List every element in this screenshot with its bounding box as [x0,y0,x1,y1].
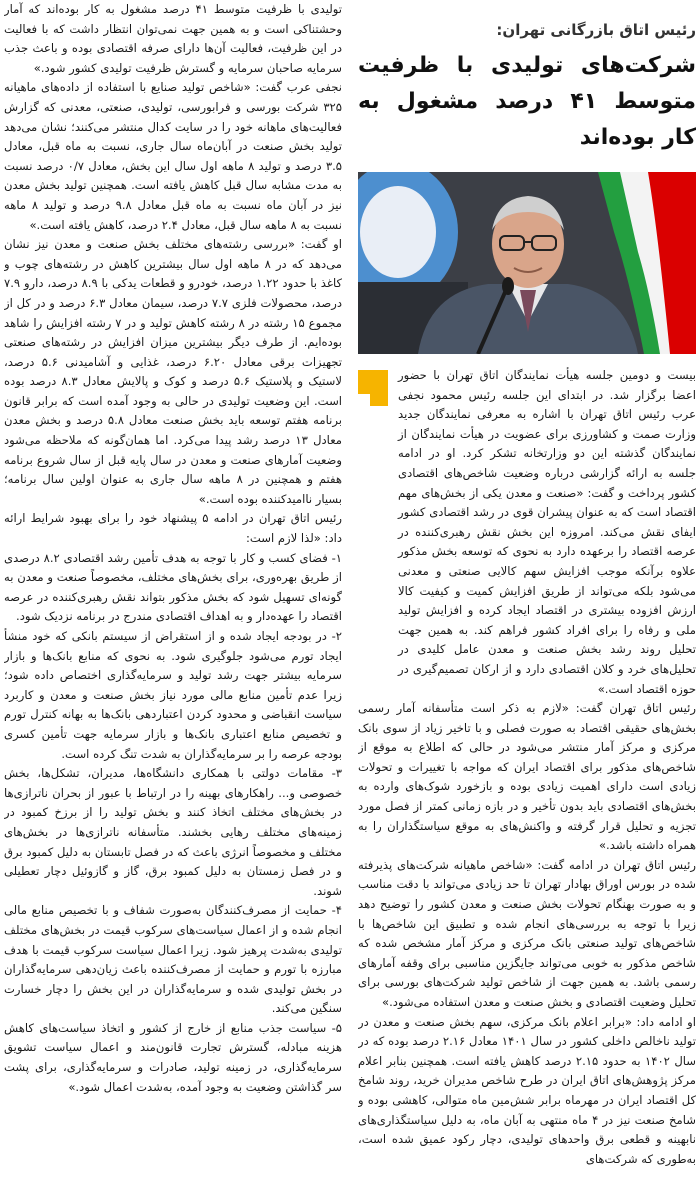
paragraph: ۳- مقامات دولتی با همکاری دانشگاه‌ها، مدیران، تشکل‌ها، بخش خصوصی و... راهکارهای بهینه را در ارتباط با عبور از بحران ناترازی‌ها در بخش‌های مختلف اتخاذ کنند و بخش تولید را از برزخ کمبود در زمینه‌های مختلف رهایی بخشند. متأسفانه ناترازی‌ها در بخش‌های مختلف و مخصوصاً انرژی باعث که در فصل تابستان به دلیل کمبود برق و در فصل زمستان به دلیل کمبود برق، گاز و گازوئیل دچار تعطیلی شوند. [4,766,342,898]
paragraph: بیست و دومین جلسه هیأت نمایندگان اتاق تهران با حضور اعضا برگزار شد. در ابتدای این جلسه رئیس محمود نجفی عرب رئیس اتاق تهران با اشاره به معرفی نمایندگان جدید وزارت صمت و کشاورزی برای عضویت در هیأت نمایندگان از نمایندگان گذشته این دو وزارتخانه تشکر کرد. او در ادامه جلسه به ارائه گزارشی درباره وضعیت شاخص‌های اقتصادی کشور پرداخت و گفت: «صنعت و معدن یکی از بخش‌های مهم اقتصاد است که به عنوان پیشران قوی در رشد اقتصادی کشور ایفای نقش می‌کند. امروزه این بخش نقش رهبری‌کننده در عرصه اقتصاد را برعهده دارد به نحوی که توسعه بخش مذکور علاوه برآنکه موجب افزایش سهم کالایی صنعتی و معدنی می‌شود بلکه می‌تواند از طریق افزایش کمیت و کیفیت کالا ارزش افزوده بیشتری در اقتصاد ایجاد کرده و افزایش تولید ملی و رفاه را برای افراد کشور فراهم کند. به همین جهت تحلیل روند رشد بخش صنعت و معدن عامل کلیدی در تحلیل‌های خرد و کلان اقتصادی دارد و از ارکان تصمیم‌گیری در حوزه اقتصاد است.» [398,368,696,696]
paragraph: رئیس اتاق تهران در ادامه گفت: «شاخص ماهیانه شرکت‌های پذیرفته شده در بورس اوراق بهادار تهران تا حد زیادی می‌تواند با دقت مناسب و به صورت بهنگام تحولات بخش صنعت و معدن کشور را توضیح دهد زیرا با توجه به بررسی‌های انجام شده و تطبیق این شاخص‌ها با شاخص‌های تولید صنعتی بانک مرکزی و مرکز آمار مشخص شده که شاخص مذکور به خوبی می‌تواند جایگزین مناسبی برای وقفه آمارهای رسمی باشد. به همین جهت از شاخص تولید شرکت‌های بورسی برای تحلیل وضعیت اقتصادی و بخش صنعت و معدن استفاده می‌شود.» [358,857,696,1009]
speaker-portrait-image [358,172,696,354]
article-lead [358,366,696,699]
article-photo [358,172,696,354]
left-column [4,0,342,1200]
paragraph: او ادامه داد: «برابر اعلام بانک مرکزی، سهم بخش صنعت و معدن در تولید ناخالص داخلی کشور در سال ۱۴۰۱ معادل ۲.۱۶ درصد بوده که در سال ۱۴۰۲ به حدود ۲.۱۵ درصد کاهش یافته است. همچنین بنابر اعلام مرکز پژوهش‌های اتاق ایران در طرح شاخص مدیران خرید، روند شامخ کل اقتصاد ایران در مهرماه برابر شش‌مین ماه متوالی، کاهشی بوده و شامخ صنعت نیز در ۴ ماه منتهی به آبان ماه، به دلیل سیاستگذاری‌های نابهینه و قطعی برق واحدهای تولیدی، دچار رکود عمیق شده است، به‌طوری که شرکت‌های [358,1014,696,1166]
paragraph: رئیس اتاق تهران در ادامه ۵ پیشنهاد خود را برای بهبود شرایط ارائه داد: «لذا لازم است: [4,511,342,546]
paragraph: ۴- حمایت از مصرف‌کنندگان به‌صورت شفاف و با تخصیص منابع مالی انجام شده و از اعمال سیاست‌های سرکوب قیمت در بخش‌های مختلف تولیدی به‌شدت پرهیز شود. زیرا اعمال سیاست سرکوب قیمت با هدف مبارزه با تورم و حمایت از مصرف‌کننده باعث زیان‌دهی سرمایه‌گذاران در بخش تولیدی شده و سرمایه‌گذاران در این بخش را دچار خسارت سنگین می‌کند. [4,903,342,1016]
paragraph: او گفت: «بررسی رشته‌های مختلف بخش صنعت و معدن نیز نشان می‌دهد که در ۸ ماهه اول سال بیشترین کاهش در رشته‌های چوب و کاغذ با حدود ۱.۲۲ درصد، خودرو و قطعات یدکی با ۸.۹ درصد، دارو ۷.۹ درصد، محصولات فلزی ۷.۷ درصد، سیمان معادل ۶.۳ درصد و در کل از مجموع ۱۵ رشته در ۸ رشته کاهش تولید و در ۷ رشته افزایش را شاهد بوده‌ایم. از طرف دیگر بیشترین میزان افزایش در رشته‌های صنعتی تجهیزات برقی معادل ۶.۲۰ درصد، غذایی و آشامیدنی ۵.۶ درصد، لاستیک و پلاستیک ۵.۶ درصد و کوک و پالایش معادل ۸.۳ درصد بوده است. این وضعیت تولیدی در حالی به وجود آمده است که برابر قانون برنامه هفتم توسعه باید بخش صنعت معادل ۵.۸ درصد و بخش معدن معادل ۱۳ درصد رشد پیدا می‌کرد. اما همان‌گونه که ملاحظه می‌شود وضعیت آمارهای صنعت و معدن در سال پایه قبل از سال شروع برنامه هفتم و همچنین در ۸ ماهه سال جاری به عنوان اولین سال برنامه؛ بسیار ناامیدکننده بوده است.» [4,237,342,506]
paragraph: رئیس اتاق تهران گفت: «لازم به ذکر است متأسفانه آمار رسمی بخش‌های حقیقی اقتصاد به صورت فصلی و با تاخیر زیاد از سوی بانک مرکزی و مرکز آمار منتشر می‌شود در حالی که اطلاع به موقع از شاخص‌های مذکور برای اقتصاد ایران که مواجه با تغییرات و تحولات زیادی است دارای اهمیت زیادی بوده و بازخورد شوک‌های وارده به بخش‌های اقتصادی باید بدون تأخیر و در بازه زمانی کمتر از فصل مورد تجزیه و تحلیل قرار گرفته و واکنش‌های به موقع سیاستگذاران را به همراه داشته باشد.» [358,701,696,853]
paragraph: ۱- فضای کسب و کار با توجه به هدف تأمین رشد اقتصادی ۸.۲ درصدی از طریق بهره‌وری، برای بخش‌های مختلف، مخصوصاً صنعت و معدن به گونه‌ای تسهیل شود که بخش مذکور بتواند نقش رهبری‌کننده در عرصه اقتصاد را عهده‌دار و به اهداف اقتصادی مندرج در برنامه نزدیک شود. [4,550,342,624]
article-kicker: رئیس اتاق بازرگانی تهران: [496,21,696,39]
paragraph: ۵- سیاست جذب منابع از خارج از کشور و اتخاذ سیاست‌های کاهش هزینه مبادله، گسترش تجارت قانون‌مند و اعمال سیاست تشویق سرمایه‌گذاری، در زمینه تولید، صادرات و سرمایه‌گذاری، برای پشت سر گذاشتن وضعیت به وجود آمده، به‌شدت اعمال شود.» [4,1020,342,1094]
paragraph: نجفی عرب گفت: «شاخص تولید صنایع با استفاده از داده‌های ماهیانه ۳۲۵ شرکت بورسی و فرابورسی، تولیدی، صنعتی، معدنی که گزارش فعالیت‌های ماهانه خود را در سایت کدال منتشر می‌کنند؛ نشان می‌دهد تولید بخش صنعت در آبان‌ماه سال جاری، نسبت به ماه قبل، معادل ۳.۵ درصد و تولید ۸ ماهه اول سال این بخش، معادل ۰/۷ درصد نسبت به مدت مشابه سال قبل کاهش یافته است. همچنین تولید بخش معدن نیز در آبان ماه نسبت به ماه قبل معادل ۹.۸ درصد و تولید ۸ ماهه نسبت به ۸ ماهه سال قبل، معادل ۲.۴ درصد، کاهش یافته است.» [4,80,342,232]
article-headline: شرکت‌های تولیدی با ظرفیت متوسط ۴۱ درصد مشغول به کار بوده‌اند [358,53,696,150]
section-marker-icon [358,370,388,406]
paragraph: تولیدی با ظرفیت متوسط ۴۱ درصد مشغول به کار بوده‌اند که آمار وحشتناکی است و به همین جهت نمی‌توان انتظار داشت که با فعالیت در این ظرفیت، فعالیت آن‌ها دارای صرفه اقتصادی بوده و باعث جذب سرمایه صاحبان سرمایه و گسترش ظرفیت تولیدی کشور شود.» [4,2,342,75]
right-column [358,0,696,1200]
paragraph: ۲- در بودجه ایجاد شده و از استقراض از سیستم بانکی که خود منشأ ایجاد تورم می‌شود جلوگیری شود. به نحوی که منابع بانک‌ها و بازار سرمایه بیشتر جهت رشد تولید و سرمایه‌گذاری اختصاص داده شود؛ زیرا عدم تأمین منابع مالی مورد نیاز بخش صنعت و معدن و کاربرد سیاست انقباضی و محدود کردن اعتباردهی بانک‌ها به بهانه کنترل تورم و تخصیص منابع اعتباری بانک‌ها و بازار سرمایه جهت تأمین کسری بودجه عرصه را بر سرمایه‌گذاران به شدت تنگ کرده است. [4,629,342,761]
